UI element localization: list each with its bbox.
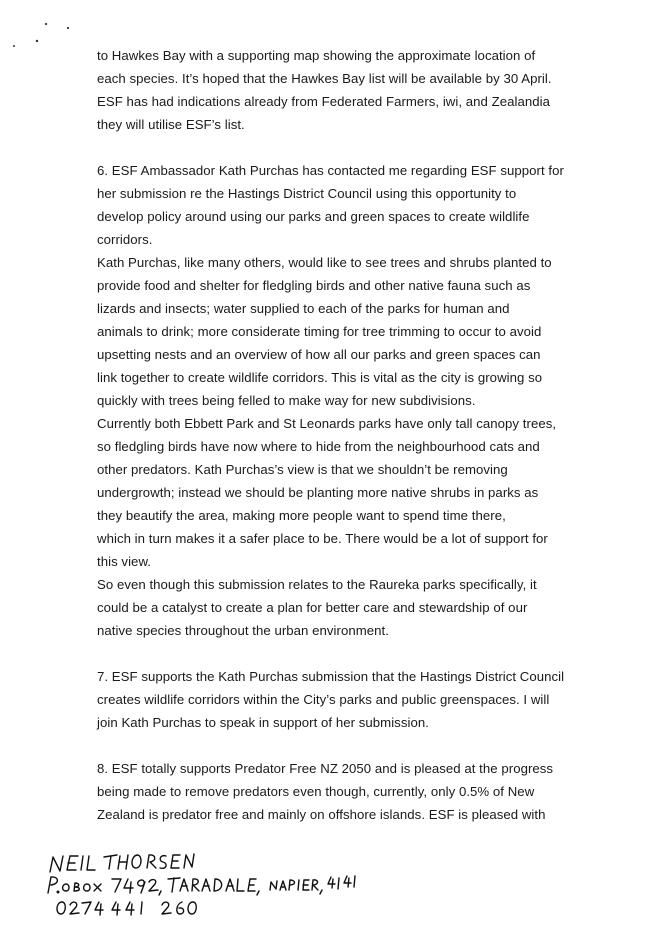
text-line: Zealand is predator free and mainly on offshore islands. ESF is pleased with — [97, 807, 546, 822]
text-line: her submission re the Hastings District Council using this opportunity to — [97, 186, 517, 201]
text-line: they will utilise ESF’s list. — [97, 117, 245, 132]
text-line: develop policy around using our parks and green spaces to create wildlife — [97, 209, 530, 224]
text-line: join Kath Purchas to speak in support of her submission. — [97, 715, 429, 730]
handwritten-phone — [57, 902, 196, 915]
text-line: could be a catalyst to create a plan for better care and stewardship of our — [97, 600, 528, 615]
text-line: 7. ESF supports the Kath Purchas submission that the Hastings District Council — [97, 669, 565, 684]
text-line: being made to remove predators even though, currently, only 0.5% of New — [97, 784, 535, 799]
text-line: they beautify the area, making more people want to spend time there, — [97, 508, 506, 523]
text-line: each species. It’s hoped that the Hawkes Bay list will be available by 30 April. — [97, 71, 552, 86]
text-line: other predators. Kath Purchas’s view is that we shouldn’t be removing — [97, 462, 508, 477]
text-line: animals to drink; more considerate timing for tree trimming to occur to avoid — [97, 324, 542, 339]
text-line: upsetting nests and an overview of how all our parks and green spaces can — [97, 347, 541, 362]
text-line: 8. ESF totally supports Predator Free NZ 2050 and is pleased at the progress — [97, 761, 554, 776]
text-line: 6. ESF Ambassador Kath Purchas has contacted me regarding ESF support for — [97, 163, 564, 178]
text-line: undergrowth; instead we should be planting more native shrubs in parks as — [97, 485, 539, 500]
text-line: Kath Purchas, like many others, would like to see trees and shrubs planted to — [97, 255, 552, 270]
text-line: lizards and insects; water supplied to each of the parks for human and — [97, 301, 510, 316]
text-line: So even though this submission relates to the Raureka parks specifically, it — [97, 577, 537, 592]
handwritten-name — [50, 854, 194, 872]
text-line: ESF has had indications already from Federated Farmers, iwi, and Zealandia — [97, 94, 551, 109]
text-line: provide food and shelter for fledgling birds and other native fauna such as — [97, 278, 531, 293]
text-line: which in turn makes it a safer place to be. There would be a lot of support for — [97, 531, 548, 546]
text-line: so fledgling birds have now where to hide from the neighbourhood cats and — [97, 439, 540, 454]
text-line: native species throughout the urban environment. — [97, 623, 389, 638]
text-line: quickly with trees being felled to make way for new subdivisions. — [97, 393, 476, 408]
text-line: corridors. — [97, 232, 153, 247]
handwritten-address — [48, 876, 355, 895]
text-line: this view. — [97, 554, 152, 569]
text-line: creates wildlife corridors within the City’s parks and public greenspaces. I will — [97, 692, 550, 707]
text-line: link together to create wildlife corridors. This is vital as the city is growing so — [97, 370, 543, 385]
text-line: Currently both Ebbett Park and St Leonards parks have only tall canopy trees, — [97, 416, 557, 431]
text-line: to Hawkes Bay with a supporting map showing the approximate location of — [97, 48, 536, 63]
